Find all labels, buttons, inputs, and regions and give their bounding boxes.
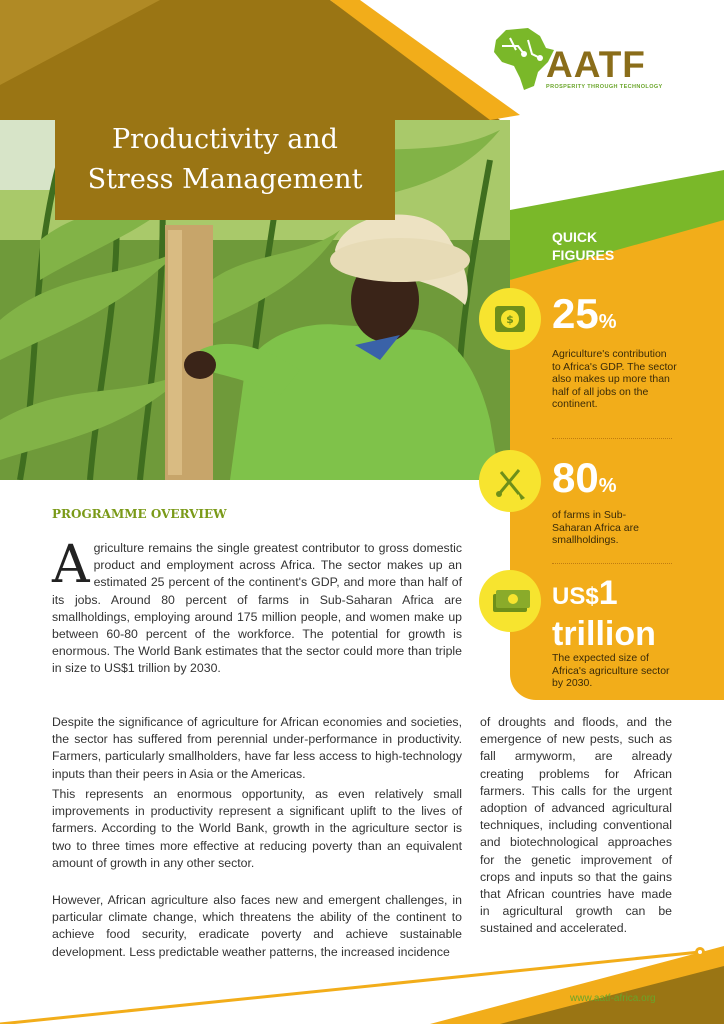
figure-sector-size-desc: The expected size of Africa's agriculture sector by 2030. — [552, 652, 670, 689]
overview-paragraph-3: This represents an enormous opportunity, as even relatively small improvements in productivity represent a significant uplift to the lives of farmers. According to the World Bank, growth in the agriculture sector is two to three times more effective at reducing poverty than an equivalent amount of growth in any other sector. — [52, 787, 462, 870]
logo-tagline: PROSPERITY THROUGH TECHNOLOGY — [546, 84, 663, 90]
farm-tools-icon — [479, 450, 541, 512]
footer-website-link[interactable]: www.aatf-africa.org — [570, 993, 656, 1004]
figure-smallholdings-desc: of farms in Sub-Saharan Africa are smallholdings. — [552, 509, 639, 546]
quick-figures-title-line2: FIGURES — [552, 247, 615, 263]
figure-separator — [552, 438, 672, 439]
page-title — [55, 108, 395, 220]
money-stack-icon — [479, 570, 541, 632]
svg-text:$: $ — [506, 313, 514, 326]
quick-figures-title — [552, 228, 672, 264]
programme-overview-heading: PROGRAMME OVERVIEW — [52, 507, 227, 521]
footer-decoration — [0, 940, 724, 1024]
overview-paragraph-5: of droughts and floods, and the emergence of new pests, such as fall armyworm, are already creating problems for African farmers. This calls for the urgent adoption of advanced agricultural techniques, including conventional and biotechnological approaches for the genetic improvement of crops and inputs so that the gains that African countries have made in agricultural growth can be sustained and accelerated. — [480, 715, 672, 936]
drop-cap: A — [52, 535, 90, 595]
logo-name: AATF — [546, 44, 646, 85]
page-title-line1: Productivity and — [112, 124, 338, 155]
overview-paragraph-4: However, African agriculture also faces new and emergent challenges, in particular climate change, which threatens the ability of the continent to achieve food security, eradicate poverty and achieve sustainable development. Less predictable weather patterns, the increased incidence — [52, 893, 462, 959]
quick-figures-title-line1: QUICK — [552, 229, 598, 245]
overview-paragraph-1-text: griculture remains the single greatest contributor to gross domestic product and employment across Africa. The sector makes up an estimated 25 percent of the continent's GDP, and more than half of its jobs. Around 80 percent of farms in Sub-Saharan Africa are smallholdings, employing around 175 million people, and women make up between 60-80 percent of the workforce. The potential for growth is enormous. The World Bank estimates that the sector could more than triple in size to US$1 trillion by 2030. — [52, 541, 462, 676]
figure-smallholdings-value: 80% — [552, 454, 617, 501]
page-title-line2: Stress Management — [87, 164, 363, 195]
overview-paragraph-2: Despite the significance of agriculture for African economies and societies, the sector has suffered from perennial under-performance in productivity. Farmers, particularly smallholders, have far less access to high-technology inputs than their peers in Asia or the Americas. — [52, 715, 462, 781]
overview-paragraph-1 — [52, 535, 462, 678]
figure-gdp-value: 25% — [552, 290, 617, 337]
figure-sector-size-value: US$1 trillion — [552, 574, 656, 653]
figure-separator — [552, 563, 672, 564]
coins-icon — [479, 288, 541, 350]
figure-gdp-desc: Agriculture's contribution to Africa's GDP. The sector also makes up more than half of all jobs on the continent. — [552, 348, 677, 410]
